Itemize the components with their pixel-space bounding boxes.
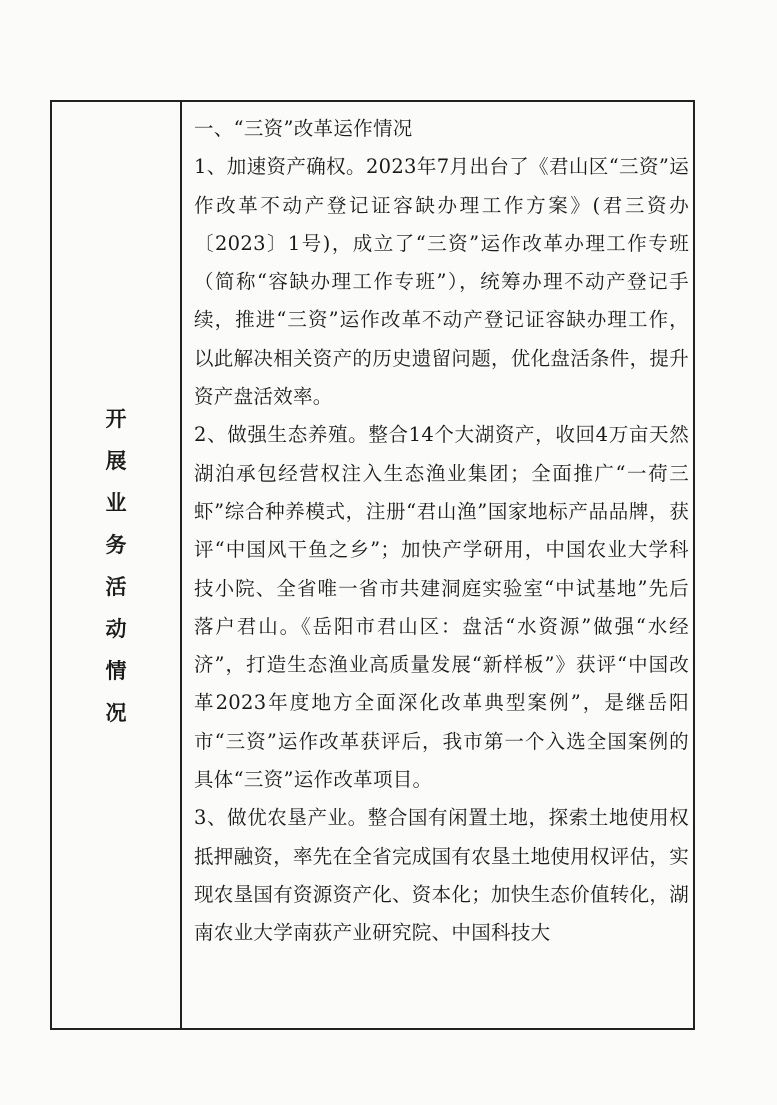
column-divider [180,102,182,1028]
row-label-char: 开 [105,406,127,431]
section-heading: 一、“三资”改革运作情况 [194,117,413,140]
row-label-char: 况 [105,700,127,725]
paragraph-asset-rights: 1、加速资产确权。2023年7月出台了《君山区“三资”运作改革不动产登记证容缺办理工作方案》(君三资办〔2023〕1号)，成立了“三资”运作改革办理工作专班（简称“容缺办理工作专班”），统筹办理不动产登记手续，推进“三资”运作改革不动产登记证容缺办理工作，以此解决相关资产的历史遗留问题，优化盘活条件，提升资产盘活效率。 [194,155,690,409]
row-label-char: 业 [105,490,127,515]
paragraph-farm-industry: 3、做优农垦产业。整合国有闲置土地，探索土地使用权抵押融资，率先在全省完成国有农垦土地使用权评估，实现农垦国有资源资产化、资本化；加快生态价值转化，湖南农业大学南荻产业研究院、中国科技大 [194,806,690,945]
row-label-cell [52,102,180,1028]
row-label-char: 务 [105,532,127,557]
content-cell [194,110,689,953]
row-label-char: 展 [105,448,127,473]
row-label-char: 活 [105,574,127,599]
row-label-char: 情 [105,658,127,683]
report-table [50,100,695,1030]
paragraph-eco-aquaculture: 2、做强生态养殖。整合14个大湖资产，收回4万亩天然湖泊承包经营权注入生态渔业集团；全面推广“一荷三虾”综合种养模式，注册“君山渔”国家地标产品品牌，获评“中国风干鱼之乡”；加快产学研用，中国农业大学科技小院、全省唯一省市共建洞庭实验室“中试基地”先后落户君山。《岳阳市君山区：盘活“水资源”做强“水经济”，打造生态渔业高质量发展“新样板”》获评“中国改革2023年度地方全面深化改革典型案例”，是继岳阳市“三资”运作改革获评后，我市第一个入选全国案例的具体“三资”运作改革项目。 [194,423,689,792]
row-label-char: 动 [105,616,127,641]
